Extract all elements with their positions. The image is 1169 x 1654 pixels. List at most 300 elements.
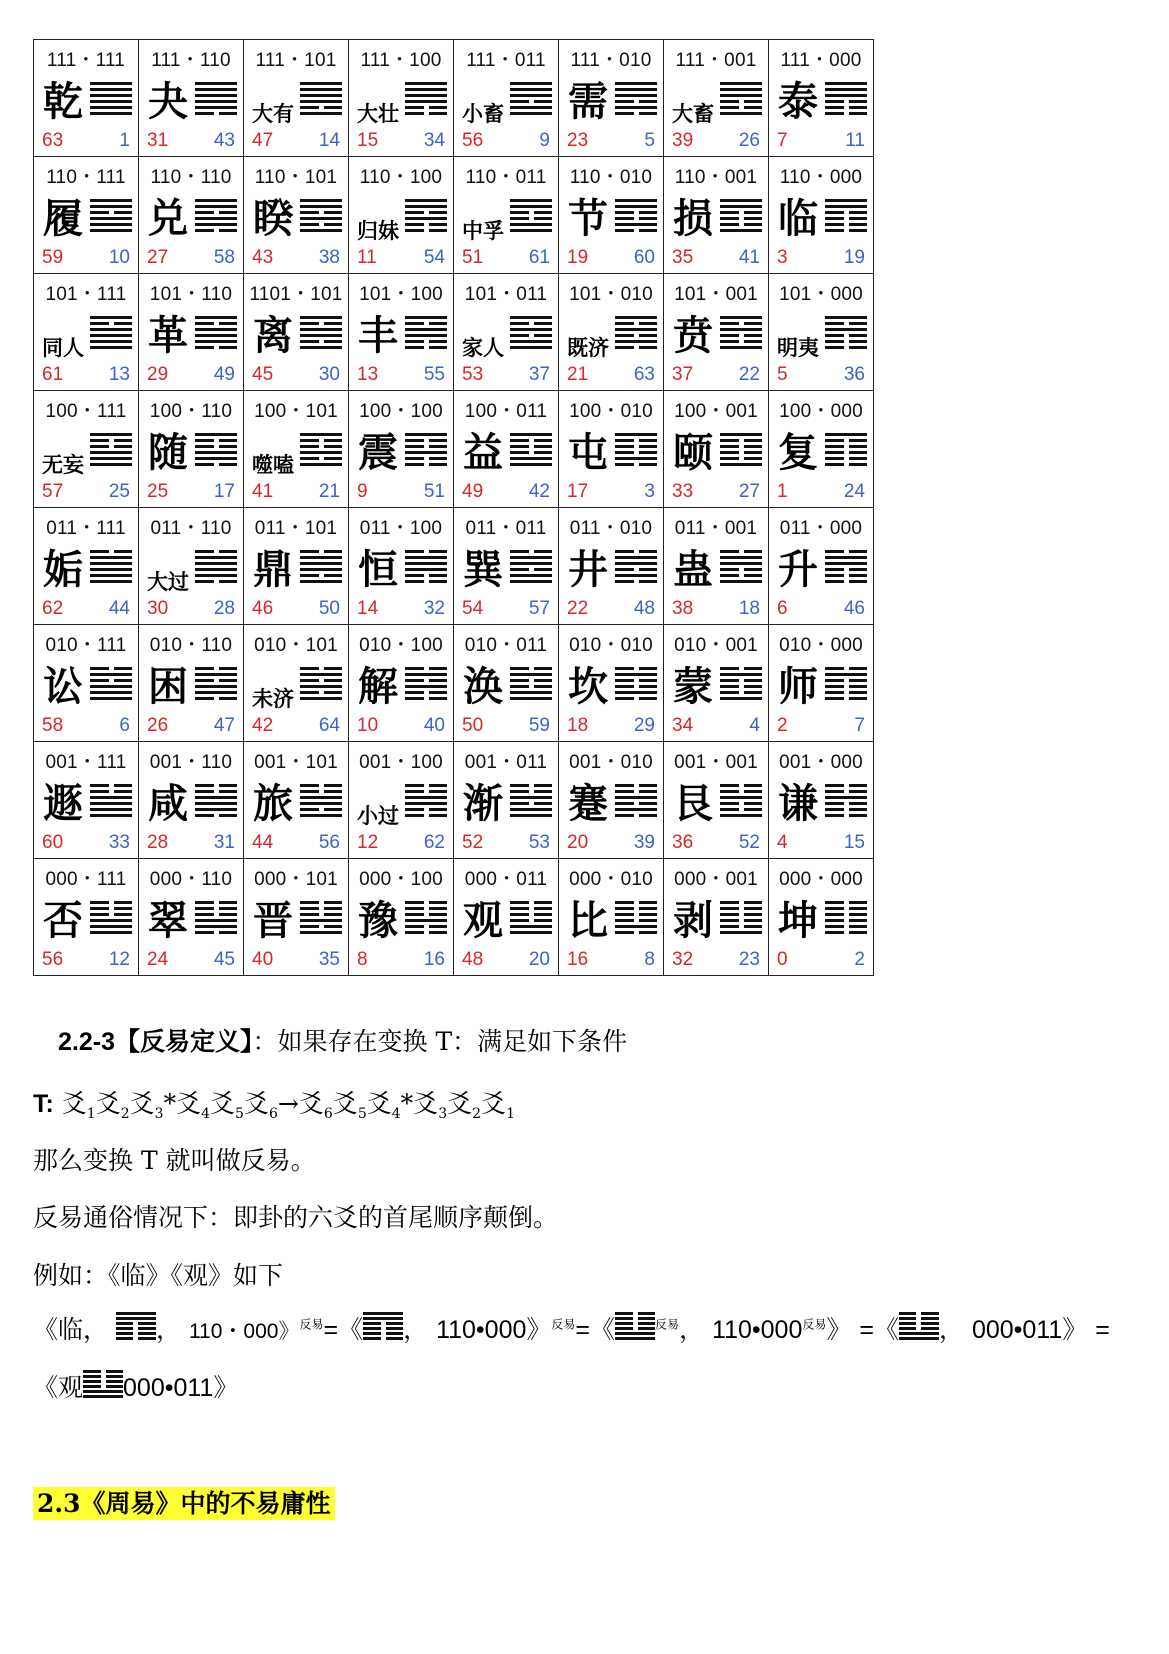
yang-line <box>363 1312 403 1315</box>
hexagram-number-right: 64 <box>318 715 340 736</box>
hexagram-number-right: 32 <box>423 598 445 619</box>
yang-line <box>615 328 657 331</box>
hexagram-lines-icon <box>510 667 552 703</box>
hexagram-name: 同人 <box>42 336 84 360</box>
hexagram-number-left: 57 <box>42 481 64 502</box>
yang-line <box>90 112 132 115</box>
hexagram-name: 渐 <box>463 781 503 827</box>
yin-line <box>116 1337 156 1340</box>
hexagram-lines-icon <box>615 784 657 820</box>
hexagram-name: 谦 <box>778 781 818 827</box>
hexagram-name: 大过 <box>147 570 189 594</box>
hexagram-code: 111・110 <box>151 50 231 71</box>
hexagram-name: 既济 <box>567 336 609 360</box>
yin-line <box>615 334 657 337</box>
hexagram-name: 离 <box>253 313 293 359</box>
hexagram-code: 110・110 <box>150 167 232 188</box>
hexagram-code: 100・111 <box>45 401 127 422</box>
hexagram-cell <box>559 40 664 157</box>
hexagram-number-right: 16 <box>423 949 445 970</box>
yin-line <box>405 697 447 700</box>
yin-line <box>510 211 552 214</box>
hexagram-cell <box>34 157 139 274</box>
hexagram-code: 101・001 <box>674 284 758 305</box>
ex-last-open: 《观 <box>33 1373 84 1402</box>
yang-line <box>90 673 132 676</box>
hexagram-cell <box>454 859 559 976</box>
hexagram-number-left: 26 <box>147 715 169 736</box>
yin-line <box>510 802 552 805</box>
hexagram-number-right: 53 <box>528 832 550 853</box>
yin-line <box>615 322 657 325</box>
yang-line <box>195 574 237 577</box>
yang-line <box>615 94 657 97</box>
hexagram-number-right: 29 <box>633 715 655 736</box>
yang-line <box>405 316 447 319</box>
yang-line <box>510 328 552 331</box>
hexagram-name: 姤 <box>43 547 83 593</box>
yang-line <box>510 925 552 928</box>
hexagram-cell <box>34 742 139 859</box>
yin-line <box>825 580 867 583</box>
hexagram-cell <box>349 274 454 391</box>
yin-line <box>300 340 342 343</box>
yang-line <box>300 802 342 805</box>
yang-line <box>615 1337 655 1340</box>
hexagram-code: 011・111 <box>46 518 126 539</box>
yao-subscript: 5 <box>357 1106 367 1122</box>
yin-line <box>510 451 552 454</box>
hexagram-number-left: 48 <box>462 949 484 970</box>
yang-line <box>90 433 132 436</box>
yin-line <box>825 457 867 460</box>
yang-line <box>195 562 237 565</box>
hexagram-code: 100・000 <box>779 401 863 422</box>
yin-line <box>405 457 447 460</box>
yang-line <box>90 346 132 349</box>
yin-line <box>825 334 867 337</box>
hexagram-code: 011・010 <box>569 518 653 539</box>
hexagram-name: 丰 <box>358 313 398 359</box>
hexagram-number-left: 13 <box>357 364 379 385</box>
hexagram-code: 001・111 <box>45 752 127 773</box>
hexagram-code: 001・010 <box>569 752 653 773</box>
hexagram-cell <box>244 742 349 859</box>
hexagram-name: 蛊 <box>673 547 713 593</box>
hexagram-lin-icon-2 <box>363 1312 403 1342</box>
yin-line <box>90 913 132 916</box>
yin-line <box>825 913 867 916</box>
yin-line <box>510 685 552 688</box>
hexagram-name: 巽 <box>463 547 503 593</box>
yang-line <box>615 433 657 436</box>
hexagram-name: 晋 <box>253 898 293 944</box>
hexagram-number-right: 5 <box>644 130 655 151</box>
yang-line <box>405 673 447 676</box>
hexagram-name: 否 <box>43 898 83 944</box>
hexagram-code: 101・011 <box>464 284 548 305</box>
hexagram-number-left: 62 <box>42 598 64 619</box>
yin-line <box>90 907 132 910</box>
hexagram-number-left: 32 <box>672 949 694 970</box>
hexagram-number-right: 55 <box>423 364 445 385</box>
hexagram-lines-icon <box>825 199 867 235</box>
hexagram-number-left: 4 <box>777 832 788 853</box>
star: * <box>163 1089 177 1118</box>
yang-line <box>899 1337 939 1340</box>
hexagram-cell <box>664 742 769 859</box>
yang-line <box>195 94 237 97</box>
yang-line <box>90 808 132 811</box>
yang-line <box>300 673 342 676</box>
hexagram-number-left: 44 <box>252 832 274 853</box>
hexagram-number-right: 14 <box>318 130 340 151</box>
hexagram-cell <box>349 742 454 859</box>
grid-row <box>34 859 874 976</box>
hexagram-name: 复 <box>778 430 818 476</box>
yin-line <box>615 685 657 688</box>
hexagram-code: 100・001 <box>674 401 758 422</box>
hexagram-number-left: 45 <box>252 364 274 385</box>
yin-line <box>615 697 657 700</box>
yang-line <box>720 82 762 85</box>
hexagram-code: 000・000 <box>779 869 863 890</box>
yang-line <box>195 556 237 559</box>
yang-line <box>510 94 552 97</box>
hexagram-number-left: 50 <box>462 715 484 736</box>
yin-line <box>899 1317 939 1320</box>
yin-line <box>300 574 342 577</box>
hexagram-name: 豫 <box>358 898 398 944</box>
yang-line <box>300 562 342 565</box>
hexagram-cell <box>139 40 244 157</box>
hexagram-lin-icon <box>116 1312 156 1342</box>
yang-line <box>90 556 132 559</box>
yin-line <box>300 223 342 226</box>
hexagram-lines-icon <box>510 550 552 586</box>
yang-line <box>195 457 237 460</box>
yang-line <box>90 451 132 454</box>
yin-line <box>720 457 762 460</box>
yang-line <box>510 931 552 934</box>
yin-line <box>195 463 237 466</box>
hexagram-name: 小畜 <box>462 102 504 126</box>
hexagram-code: 101・111 <box>45 284 127 305</box>
yin-line <box>405 913 447 916</box>
yin-line <box>405 550 447 553</box>
hexagram-lines-icon <box>720 901 762 937</box>
hexagram-cell <box>559 625 664 742</box>
hexagram-number-left: 40 <box>252 949 274 970</box>
yang-line <box>405 328 447 331</box>
yang-line <box>90 88 132 91</box>
yin-line <box>90 790 132 793</box>
yin-line <box>720 913 762 916</box>
hexagram-cell <box>559 157 664 274</box>
yin-line <box>615 451 657 454</box>
yang-line <box>510 457 552 460</box>
hexagram-number-left: 10 <box>357 715 379 736</box>
yin-line <box>615 919 657 922</box>
yang-line <box>615 808 657 811</box>
hexagram-number-left: 37 <box>672 364 694 385</box>
yin-line <box>720 808 762 811</box>
yin-line <box>825 550 867 553</box>
hexagram-name: 屯 <box>568 430 608 476</box>
hexagram-cell <box>244 625 349 742</box>
example-result <box>33 1368 238 1404</box>
hexagram-number-left: 19 <box>567 247 589 268</box>
yang-line <box>195 88 237 91</box>
yang-line <box>90 334 132 337</box>
hexagram-code: 000・110 <box>149 869 233 890</box>
hexagram-number-left: 15 <box>357 130 379 151</box>
hexagram-number-left: 11 <box>357 247 377 268</box>
hexagram-code: 000・010 <box>569 869 653 890</box>
hexagram-lines-icon <box>405 316 447 352</box>
hexagram-name: 贲 <box>673 313 713 359</box>
yang-line <box>615 1332 655 1335</box>
hexagram-number-left: 2 <box>777 715 788 736</box>
yang-line <box>83 1390 123 1393</box>
yin-line <box>720 901 762 904</box>
hexagram-number-left: 1 <box>777 481 788 502</box>
yao-subscript: 2 <box>472 1106 482 1122</box>
hexagram-number-right: 9 <box>539 130 550 151</box>
hexagram-name: 震 <box>358 430 398 476</box>
hexagram-number-left: 35 <box>672 247 694 268</box>
hexagram-lines-icon <box>825 433 867 469</box>
yin-line <box>825 907 867 910</box>
yang-line <box>510 316 552 319</box>
yang-line <box>825 673 867 676</box>
hexagram-name: 临 <box>778 196 818 242</box>
ex-eq2: = <box>575 1316 591 1344</box>
yao-glyph: 爻 <box>366 1089 392 1118</box>
hexagram-cell <box>244 859 349 976</box>
ex-comma3: ， <box>679 1315 705 1344</box>
hexagram-code: 001・000 <box>779 752 863 773</box>
yao-subscript: 3 <box>438 1106 448 1122</box>
hexagram-name: 师 <box>778 664 818 710</box>
hexagram-name: 翠 <box>148 898 188 944</box>
yin-line <box>825 679 867 682</box>
yin-line <box>825 211 867 214</box>
conclusion-line: 那么变换 T 就叫做反易。 <box>33 1146 316 1175</box>
yang-line <box>510 106 552 109</box>
hexagram-cell <box>349 625 454 742</box>
hexagram-lines-icon <box>615 433 657 469</box>
hexagram-code: 010・111 <box>45 635 127 656</box>
yin-line <box>825 925 867 928</box>
yang-line <box>510 346 552 349</box>
yin-line <box>363 1327 403 1330</box>
yin-line <box>825 322 867 325</box>
grid-row <box>34 157 874 274</box>
yang-line <box>405 334 447 337</box>
hexagram-name: 无妄 <box>42 453 84 477</box>
hexagram-code: 011・011 <box>465 518 547 539</box>
yao-subscript: 4 <box>201 1106 211 1122</box>
hexagram-guan-icon <box>899 1312 939 1342</box>
hexagram-lines-icon <box>510 199 552 235</box>
hexagram-number-right: 59 <box>528 715 550 736</box>
yao-glyph: 爻 <box>332 1089 358 1118</box>
hexagram-code: 110・111 <box>46 167 126 188</box>
yin-line <box>195 439 237 442</box>
grid-row <box>34 274 874 391</box>
hexagram-number-right: 34 <box>423 130 445 151</box>
yang-line <box>720 697 762 700</box>
hexagram-name: 归妹 <box>357 219 399 243</box>
hexagram-lines-icon <box>720 784 762 820</box>
yin-line <box>510 667 552 670</box>
yin-line <box>510 334 552 337</box>
yang-line <box>195 802 237 805</box>
ex-open2a: 《 <box>338 1315 364 1344</box>
hexagram-cell <box>34 508 139 625</box>
hexagram-number-right: 27 <box>738 481 760 502</box>
yin-line <box>83 1380 123 1383</box>
hexagram-cell <box>349 391 454 508</box>
ex-open: 《临， <box>33 1315 109 1344</box>
yin-line <box>405 808 447 811</box>
hexagram-number-left: 47 <box>252 130 274 151</box>
hexagram-cell <box>769 625 874 742</box>
hexagram-number-right: 50 <box>318 598 340 619</box>
yin-line <box>720 223 762 226</box>
hexagram-code: 010・011 <box>464 635 548 656</box>
hexagram-name: 泰 <box>778 79 818 125</box>
yang-line <box>90 223 132 226</box>
yao-subscript: 4 <box>391 1106 401 1122</box>
hexagram-name: 家人 <box>462 336 504 360</box>
hexagram-number-left: 12 <box>357 832 379 853</box>
hexagram-lines-icon <box>510 82 552 118</box>
hexagram-lines-icon <box>510 433 552 469</box>
yang-line <box>720 580 762 583</box>
yang-line <box>720 556 762 559</box>
hexagram-cell <box>559 742 664 859</box>
ex-eq1: = <box>323 1316 339 1344</box>
yin-line <box>300 784 342 787</box>
yao-subscript: 1 <box>86 1106 96 1122</box>
hexagram-number-left: 60 <box>42 832 64 853</box>
hexagram-number-right: 4 <box>749 715 760 736</box>
yin-line <box>899 1312 939 1315</box>
yang-line <box>90 463 132 466</box>
yang-line <box>300 814 342 817</box>
yang-line <box>720 433 762 436</box>
hexagram-cell <box>139 391 244 508</box>
yang-line <box>510 112 552 115</box>
hexagram-cell <box>559 859 664 976</box>
yin-line <box>195 211 237 214</box>
hexagram-cell <box>769 157 874 274</box>
yin-line <box>405 814 447 817</box>
hexagram-number-left: 41 <box>252 481 274 502</box>
yin-line <box>615 901 657 904</box>
hexagram-number-right: 63 <box>633 364 655 385</box>
hexagram-code: 100・110 <box>149 401 233 422</box>
hexagram-number-right: 36 <box>843 364 865 385</box>
hexagram-name: 观 <box>463 898 503 944</box>
yang-line <box>90 568 132 571</box>
hexagram-number-right: 21 <box>318 481 340 502</box>
hexagram-name: 颐 <box>673 430 713 476</box>
yin-line <box>720 802 762 805</box>
hexagram-name: 损 <box>673 196 713 242</box>
yin-line <box>195 697 237 700</box>
yang-line <box>195 340 237 343</box>
hexagram-number-right: 35 <box>318 949 340 970</box>
yang-line <box>510 574 552 577</box>
hexagram-number-right: 24 <box>843 481 865 502</box>
definition-number: 2.2-3 <box>58 1028 115 1056</box>
definition-text: ：如果存在变换 T：满足如下条件 <box>252 1027 628 1056</box>
yin-line <box>510 550 552 553</box>
hexagram-name: 遯 <box>43 781 83 827</box>
yin-line <box>90 439 132 442</box>
hexagram-name: 节 <box>568 196 608 242</box>
hexagram-cell <box>664 157 769 274</box>
hexagram-number-left: 9 <box>357 481 368 502</box>
hexagram-number-left: 0 <box>777 949 788 970</box>
yang-line <box>195 919 237 922</box>
hexagram-lines-icon <box>510 784 552 820</box>
yin-line <box>300 913 342 916</box>
hexagram-cell <box>769 391 874 508</box>
yang-line <box>825 328 867 331</box>
yao-glyph: 爻 <box>95 1089 121 1118</box>
yin-line <box>195 667 237 670</box>
yang-line <box>300 697 342 700</box>
yin-line <box>899 1322 939 1325</box>
hexagram-number-left: 51 <box>462 247 484 268</box>
yang-line <box>90 82 132 85</box>
hexagram-number-left: 20 <box>567 832 589 853</box>
yin-line <box>615 1312 655 1315</box>
yang-line <box>405 94 447 97</box>
yin-line <box>510 790 552 793</box>
hexagram-lines-icon <box>405 901 447 937</box>
yin-line <box>615 931 657 934</box>
hexagram-lines-icon <box>300 667 342 703</box>
yin-line <box>615 217 657 220</box>
yin-line <box>825 667 867 670</box>
yang-line <box>90 697 132 700</box>
yin-line <box>90 667 132 670</box>
hexagram-number-left: 34 <box>672 715 694 736</box>
yang-line <box>90 685 132 688</box>
hexagram-number-right: 15 <box>843 832 865 853</box>
yang-line <box>615 82 657 85</box>
hexagram-code: 000・100 <box>359 869 443 890</box>
hexagram-code: 110・100 <box>359 167 443 188</box>
yang-line <box>195 673 237 676</box>
yin-line <box>510 919 552 922</box>
yang-line <box>510 82 552 85</box>
hexagram-cell <box>349 508 454 625</box>
yang-line <box>300 199 342 202</box>
hexagram-name: 大畜 <box>672 102 714 126</box>
yang-line <box>195 451 237 454</box>
yin-line <box>720 925 762 928</box>
yin-line <box>405 340 447 343</box>
hexagram-name: 升 <box>778 547 818 593</box>
yin-line <box>405 667 447 670</box>
hexagram-lines-icon <box>615 550 657 586</box>
